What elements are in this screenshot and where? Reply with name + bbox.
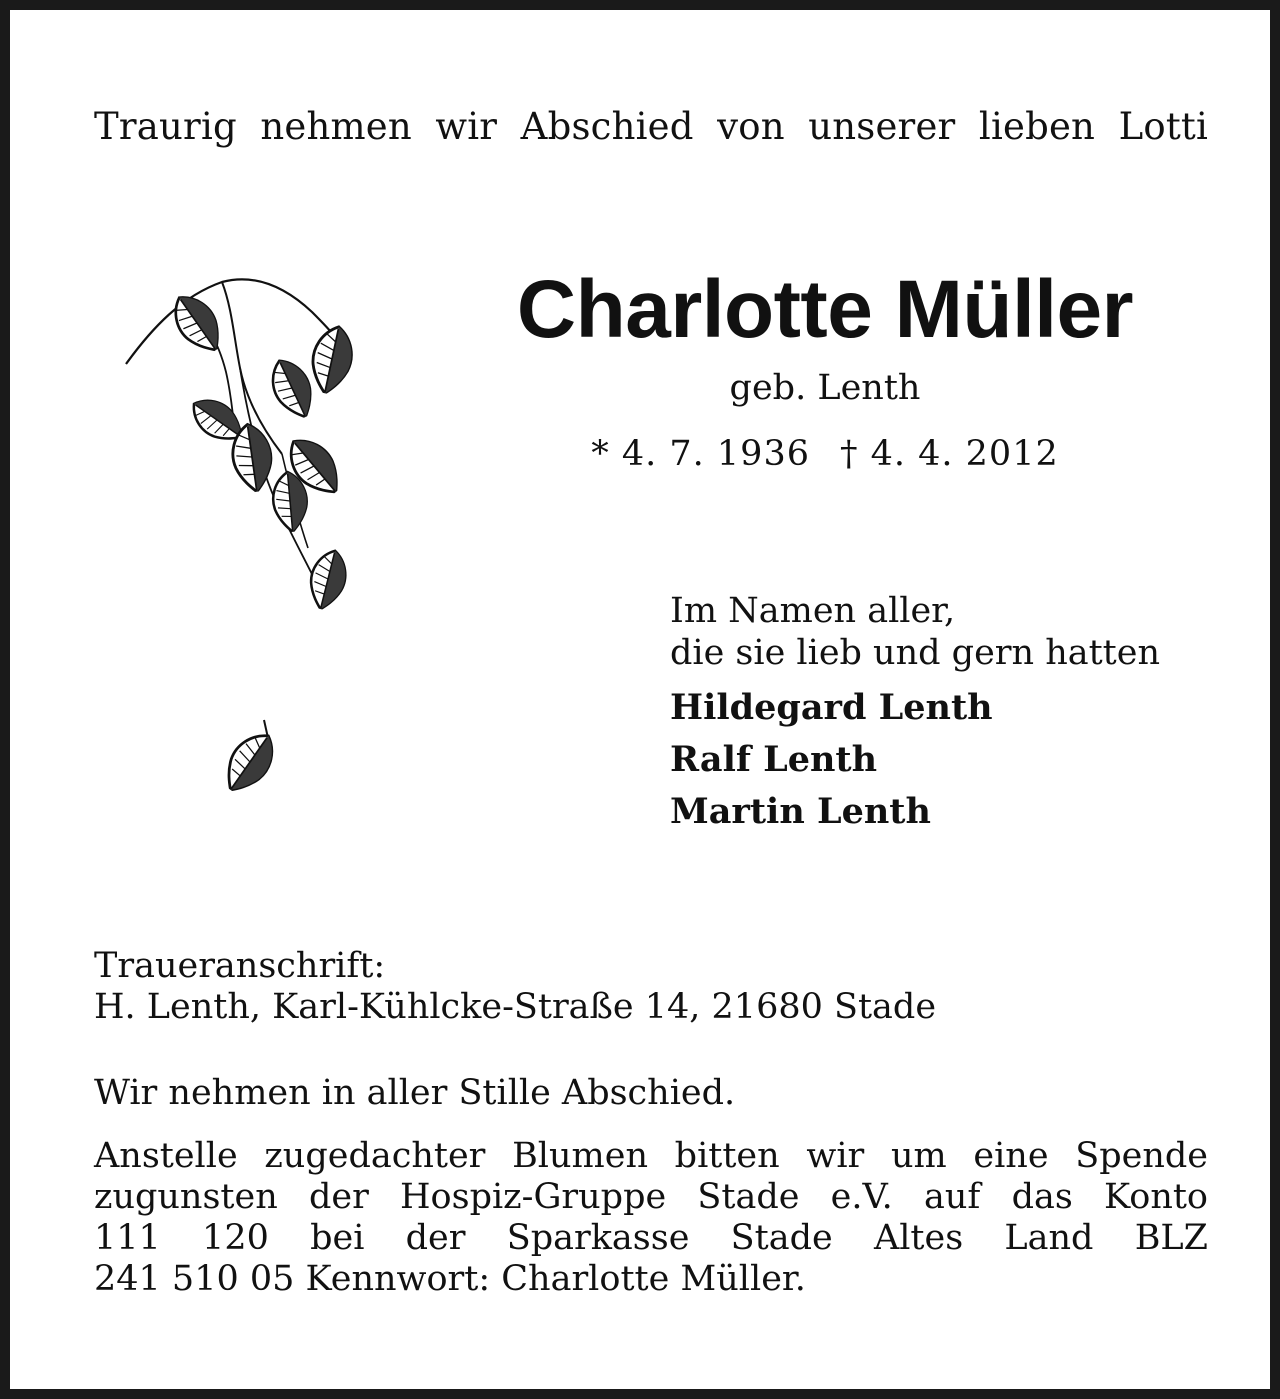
silence-line: Wir nehmen in aller Stille Abschied. [94,1073,736,1113]
mourner-name: Hildegard Lenth [670,687,993,728]
birch-branch-icon [122,268,372,808]
donation-note [94,1136,1208,1300]
address-text: H. Lenth, Karl-Kühlcke-Straße 14, 21680 Stade [94,987,937,1027]
intro-line: Traurig nehmen wir Abschied von unserer lieben Lotti [94,105,1208,148]
address-block [94,946,936,1028]
mourner-name: Ralf Lenth [670,739,878,780]
mourners-block [670,590,1160,838]
donation-line: zugunsten der Hospiz-Gruppe Stade e.V. auf das Konto [94,1177,1208,1217]
deceased-name: Charlotte Müller [516,264,1134,355]
on-behalf-line-1: Im Namen aller, [670,591,956,631]
maiden-name: geb. Lenth [729,368,921,408]
life-dates [450,432,1200,476]
donation-line: 111 120 bei der Sparkasse Stade Altes Land BLZ [94,1218,1208,1258]
mourner-name: Martin Lenth [670,791,931,832]
on-behalf-line-2: die sie lieb und gern hatten [670,633,1160,673]
donation-line: Anstelle zugedachter Blumen bitten wir um eine Spende [94,1136,1208,1176]
birth-date: * 4. 7. 1936 [591,434,810,474]
donation-line: 241 510 05 Kennwort: Charlotte Müller. [94,1259,806,1299]
death-date: † 4. 4. 2012 [840,434,1059,474]
address-label: Traueranschrift: [94,946,386,986]
